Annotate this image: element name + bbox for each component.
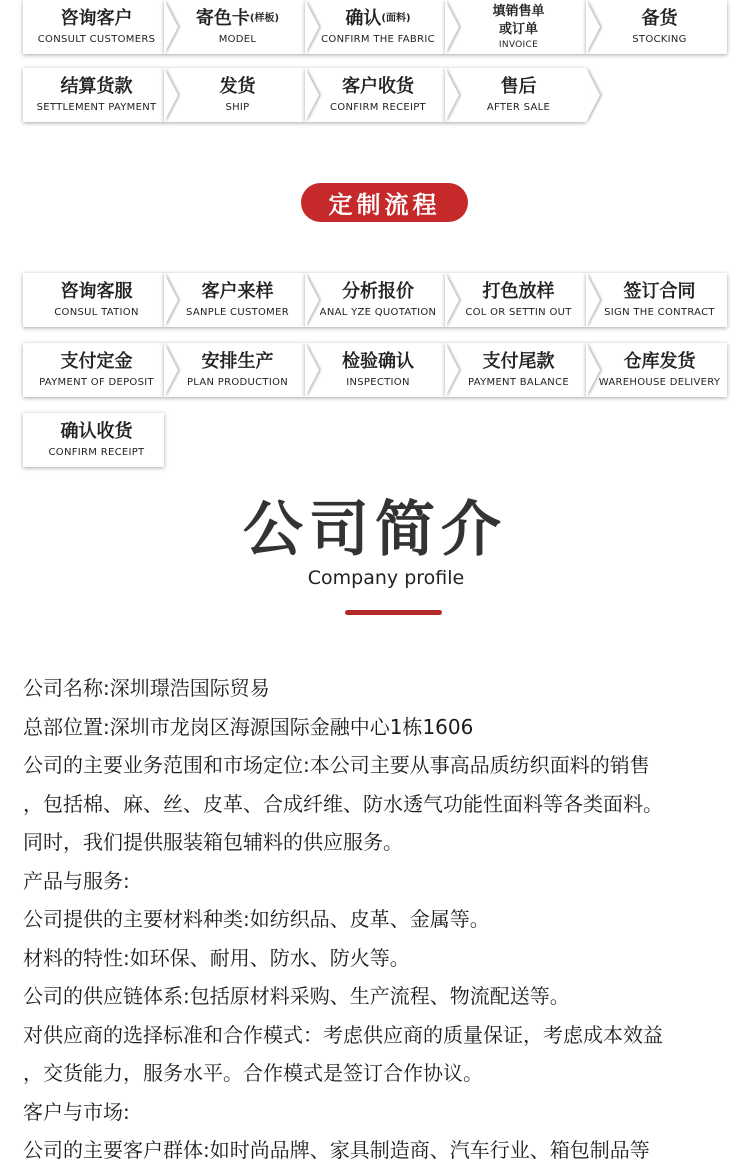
step-sign-contract (586, 273, 727, 327)
step-after-sale (445, 68, 586, 122)
chevron-arrow-icon (586, 343, 600, 397)
step-subtitle: CONSUL TATION (54, 306, 139, 318)
chevron-arrow-icon (164, 0, 178, 54)
step-subtitle: INSPECTION (346, 376, 410, 388)
profile-line: 同时，我们提供服装箱包辅料的供应服务。 (23, 830, 403, 854)
profile-line: 总部位置:深圳市龙岗区海源国际金融中心1栋1606 (23, 714, 474, 739)
step-payment-balance (445, 343, 586, 397)
step-subtitle: SIGN THE CONTRACT (604, 306, 715, 318)
custom-flow-title: 定制流程 (301, 183, 468, 222)
step-subtitle: PAYMENT OF DEPOSIT (39, 376, 154, 388)
step-inspection (305, 343, 445, 397)
step-subtitle: SANPLE CUSTOMER (186, 306, 289, 318)
step-title-note: (样板) (249, 12, 280, 24)
step-title: 签订合同 (623, 280, 696, 302)
step-plan-production (164, 343, 305, 397)
step-subtitle: CONSULT CUSTOMERS (37, 33, 156, 45)
step-analyze-quotation (305, 273, 445, 327)
step-title (196, 8, 279, 30)
step-confirm-fabric (305, 0, 445, 54)
chevron-arrow-icon (586, 273, 600, 327)
profile-divider (345, 610, 442, 615)
step-title-note: (面料) (381, 12, 411, 24)
profile-line: 公司提供的主要材料种类:如纺织品、皮革、金属等。 (23, 907, 490, 931)
profile-line: 公司名称:深圳璟浩国际贸易 (23, 676, 270, 700)
step-title: 支付尾款 (482, 350, 555, 372)
flow-row-1 (23, 0, 727, 54)
step-title: 安排生产 (201, 350, 274, 372)
step-subtitle: AFTER SALE (486, 101, 551, 113)
chevron-arrow-icon (164, 68, 178, 122)
chevron-arrow-icon (586, 0, 600, 54)
profile-line: ，交货能力，服务水平。合作模式是签订合作协议。 (23, 1061, 483, 1085)
custom-flow-row-2 (23, 343, 727, 397)
custom-flow-row-1 (23, 273, 727, 327)
step-title: 打色放样 (482, 280, 555, 302)
profile-line: 公司的主要客户群体:如时尚品牌、家具制造商、汽车行业、箱包制品等 (23, 1138, 650, 1162)
step-payment-deposit (23, 343, 164, 397)
chevron-arrow-icon (445, 0, 459, 54)
step-title-main: 确认 (345, 7, 382, 29)
step-stocking (586, 0, 727, 54)
step-title-main: 寄色卡 (195, 7, 250, 29)
step-subtitle: PAYMENT BALANCE (468, 376, 569, 388)
chevron-arrow-icon (305, 68, 319, 122)
profile-title: 公司简介 (243, 495, 507, 565)
step-title: 支付定金 (60, 350, 133, 372)
chevron-arrow-icon (305, 273, 319, 327)
profile-line: 客户与市场: (23, 1099, 130, 1124)
step-subtitle: INVOICE (498, 40, 539, 50)
flow-row-2 (23, 68, 586, 122)
step-title: 售后 (500, 75, 537, 97)
step-title: 分析报价 (342, 280, 414, 302)
step-confirm-receipt-final (23, 413, 164, 467)
step-subtitle: WAREHOUSE DELIVERY (598, 376, 721, 388)
step-title (345, 8, 410, 30)
step-title: 填销售单 (492, 4, 545, 19)
chevron-arrow-icon (164, 343, 178, 397)
chevron-arrow-icon (445, 273, 459, 327)
step-title: 客户收货 (342, 75, 414, 97)
step-sample-customer (164, 273, 305, 327)
chevron-arrow-icon (445, 68, 459, 122)
profile-line: 公司的供应链体系:包括原材料采购、生产流程、物流配送等。 (23, 984, 570, 1008)
step-subtitle: SETTLEMENT PAYMENT (36, 101, 157, 113)
profile-subtitle: Company profile (307, 567, 465, 589)
step-subtitle: PLAN PRODUCTION (186, 376, 289, 388)
step-subtitle: STOCKING (632, 33, 687, 45)
step-title: 确认收货 (60, 420, 133, 442)
step-color-setting-out (445, 273, 586, 327)
profile-body (23, 669, 735, 1170)
custom-flow-row-3 (23, 413, 164, 467)
step-subtitle: CONFIRM THE FABRIC (321, 33, 435, 45)
chevron-arrow-icon (305, 343, 319, 397)
step-subtitle: MODEL (218, 33, 257, 45)
step-title: 客户来样 (201, 280, 274, 302)
step-title: 咨询客户 (60, 7, 133, 29)
step-confirm-receipt (305, 68, 445, 122)
step-warehouse-delivery (586, 343, 727, 397)
step-invoice (445, 0, 586, 54)
chevron-arrow-icon (305, 0, 319, 54)
step-title-line2: 或订单 (498, 22, 538, 37)
profile-line: 公司的主要业务范围和市场定位:本公司主要从事高品质纺织面料的销售 (23, 753, 650, 777)
step-title: 结算货款 (60, 75, 133, 97)
step-subtitle: SHIP (225, 101, 250, 113)
chevron-arrow-icon (586, 68, 600, 122)
step-consult-customers (23, 0, 164, 54)
chevron-arrow-icon (164, 273, 178, 327)
chevron-arrow-icon (445, 343, 459, 397)
step-title: 检验确认 (342, 350, 414, 372)
step-title: 仓库发货 (623, 350, 696, 372)
step-title: 备货 (641, 7, 678, 29)
step-subtitle: COL OR SETTIN OUT (465, 306, 572, 318)
step-subtitle: ANAL YZE QUOTATION (319, 306, 437, 318)
step-title: 发货 (219, 75, 256, 97)
step-settlement-payment (23, 68, 164, 122)
step-consultation (23, 273, 164, 327)
profile-line: ，包括棉、麻、丝、皮革、合成纤维、防水透气功能性面料等各类面料。 (23, 791, 663, 816)
step-title: 咨询客服 (60, 280, 133, 302)
step-ship (164, 68, 305, 122)
step-subtitle: CONFIRM RECEIPT (48, 446, 145, 458)
profile-line: 材料的特性:如环保、耐用、防水、防火等。 (23, 945, 410, 970)
step-subtitle: CONFIRM RECEIPT (330, 101, 426, 113)
profile-line: 产品与服务: (23, 868, 130, 893)
step-model (164, 0, 305, 54)
profile-line: 对供应商的选择标准和合作模式：考虑供应商的质量保证，考虑成本效益 (23, 1022, 663, 1047)
